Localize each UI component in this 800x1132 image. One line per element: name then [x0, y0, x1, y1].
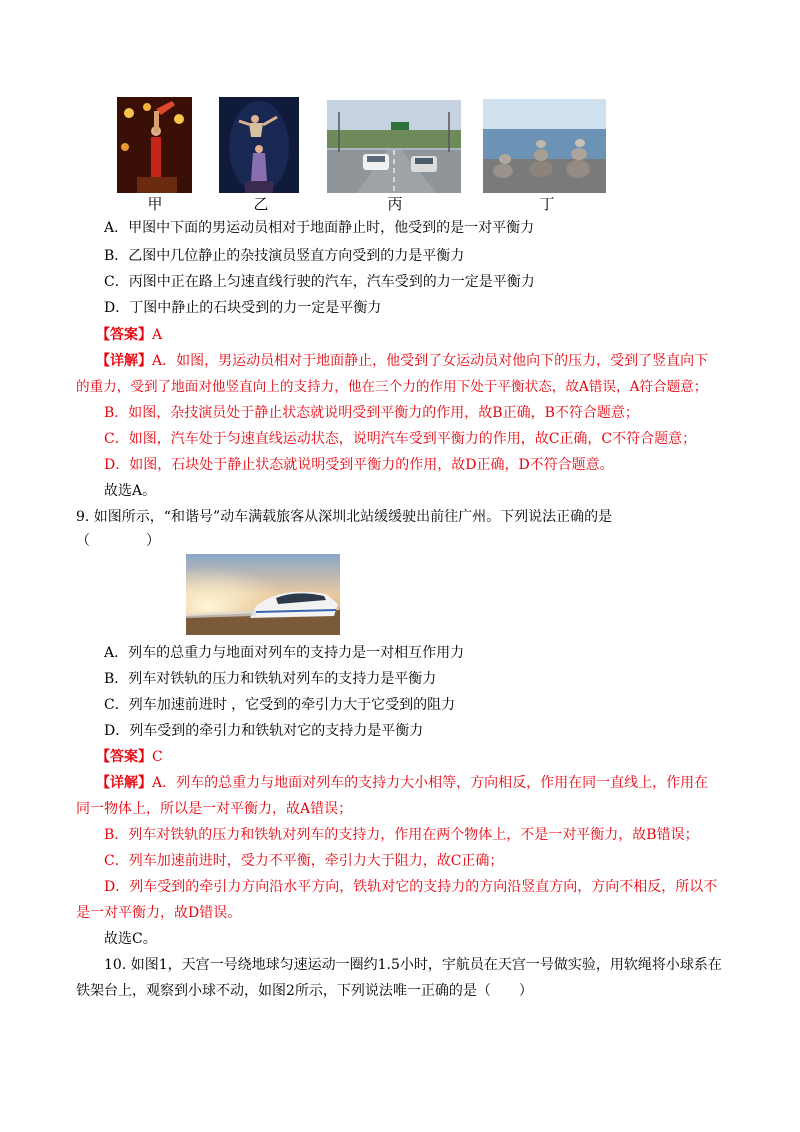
q9-detail-line-4: C．列车加速前进时，受力不平衡，牵引力大于阻力，故C正确； — [104, 853, 504, 869]
q9-option-d: D．列车受到的牵引力和铁轨对它的支持力是平衡力 — [104, 723, 424, 739]
q8-option-a: A．甲图中下面的男运动员相对于地面静止时，他受到的是一对平衡力 — [104, 220, 535, 236]
q9-option-a: A．列车的总重力与地面对列车的支持力是一对相互作用力 — [104, 645, 465, 661]
figure-road-bing — [327, 100, 461, 193]
figure-acrobat-yi — [219, 97, 299, 193]
q9-stem-line-2: （ ） — [76, 533, 160, 549]
caption-ding: 丁 — [539, 195, 555, 213]
q9-option-c: C．列车加速前进时 ，它受到的牵引力大于它受到的阻力 — [104, 697, 456, 713]
q8-answer-value: A — [152, 327, 163, 343]
q8-conclusion: 故选A。 — [104, 483, 157, 499]
q9-detail-line-2: 同一物体上，所以是一对平衡力，故A错误； — [76, 801, 353, 817]
q9-answer — [96, 747, 163, 767]
q8-detail-line-2: 的重力，受到了地面对他竖直向上的支持力，他在三个力的作用下处于平衡状态，故A错误，A符合题意； — [76, 379, 708, 395]
q9-conclusion: 故选C。 — [104, 931, 157, 947]
q10-stem-line-2: 铁架台上，观察到小球不动，如图2所示，下列说法唯一正确的是（ ） — [76, 983, 533, 999]
q9-detail-line-3: B．列车对铁轨的压力和铁轨对列车的支持力，作用在两个物体上，不是一对平衡力，故B错误； — [104, 827, 699, 843]
caption-jia: 甲 — [147, 195, 163, 213]
q8-option-b: B．乙图中几位静止的杂技演员竖直方向受到的力是平衡力 — [104, 248, 465, 264]
q9-detail-line-1 — [96, 773, 708, 793]
figure-acrobat-jia — [117, 97, 192, 193]
figure-train — [186, 554, 340, 635]
q8-detail-line-3: B．如图，杂技演员处于静止状态就说明受到平衡力的作用，故B正确，B不符合题意； — [104, 405, 639, 421]
q10-stem-line-1: 10. 如图1，天宫一号绕地球匀速运动一圈约1.5小时，宇航员在天宫一号做实验，用软绳将小球系在 — [104, 957, 722, 973]
q8-detail-line-1 — [96, 351, 708, 371]
q9-option-b: B．列车对铁轨的压力和铁轨对列车的支持力是平衡力 — [104, 671, 437, 687]
q8-answer — [96, 325, 162, 345]
q9-answer-value: C — [152, 749, 163, 765]
q8-detail-label: 【详解】 — [96, 353, 152, 369]
q9-stem-line-1: 9. 如图所示，“和谐号”动车满载旅客从深圳北站缓缓驶出前往广州。下列说法正确的是 — [76, 509, 613, 525]
q8-option-c: C．丙图中正在路上匀速直线行驶的汽车，汽车受到的力一定是平衡力 — [104, 274, 535, 290]
q8-detail-text-1: A．如图，男运动员相对于地面静止，他受到了女运动员对他向下的压力，受到了竖直向下 — [152, 353, 709, 369]
q8-detail-line-4: C．如图，汽车处于匀速直线运动状态，说明汽车受到平衡力的作用，故C正确，C不符合题意； — [104, 431, 697, 447]
q9-answer-label: 【答案】 — [96, 749, 152, 765]
q8-answer-label: 【答案】 — [96, 327, 152, 343]
figure-stones-ding — [483, 99, 606, 193]
q9-detail-line-5: D．列车受到的牵引力方向沿水平方向，铁轨对它的支持力的方向沿竖直方向，方向不相反，所以不 — [104, 879, 718, 895]
caption-bing: 丙 — [387, 195, 403, 213]
caption-yi: 乙 — [253, 195, 269, 213]
q9-detail-label: 【详解】 — [96, 775, 152, 791]
q9-detail-line-6: 是一对平衡力，故D错误。 — [76, 905, 242, 921]
q8-detail-line-5: D．如图，石块处于静止状态就说明受到平衡力的作用，故D正确，D不符合题意。 — [104, 457, 614, 473]
q9-detail-text-1: A．列车的总重力与地面对列车的支持力大小相等，方向相反，作用在同一直线上，作用在 — [152, 775, 709, 791]
q8-option-d: D．丁图中静止的石块受到的力一定是平衡力 — [104, 300, 382, 316]
